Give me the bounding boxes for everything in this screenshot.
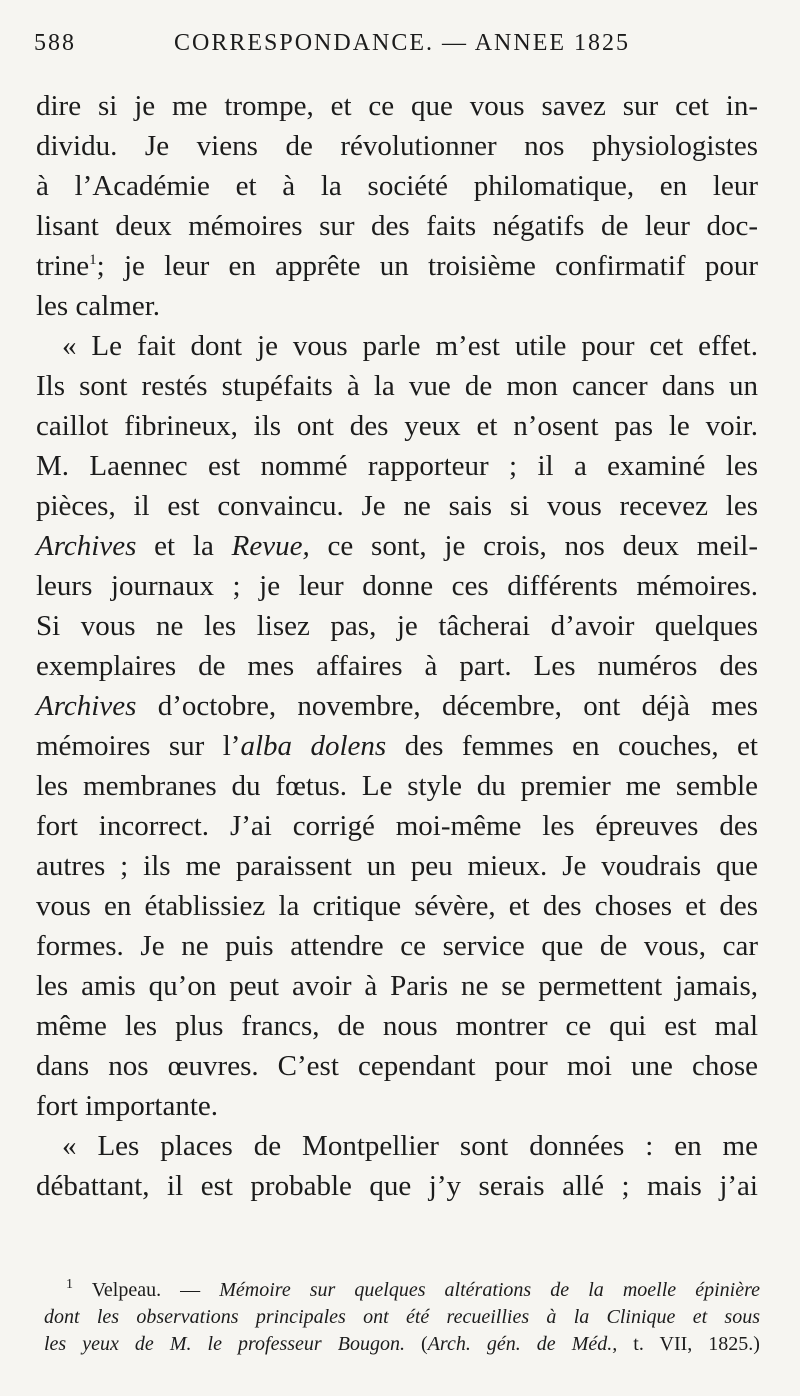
- text-line: [36, 966, 758, 1006]
- text-line: [36, 286, 758, 326]
- text-line: [36, 526, 758, 566]
- text-segment: Si vous ne les lisez pas, je tâcherai d’avoir quelques: [36, 610, 758, 642]
- text-line: [36, 206, 758, 246]
- text-segment: trine: [36, 250, 90, 282]
- text-segment: fort incorrect. J’ai corrigé moi-même les épreuves des: [36, 810, 758, 842]
- text-segment: fort importante.: [36, 1090, 219, 1122]
- text-line: [36, 1126, 758, 1166]
- text-segment: (: [404, 1333, 428, 1355]
- text-line: [36, 166, 758, 206]
- text-segment: M. Laennec est nommé rapporteur ; il a examiné les: [36, 450, 758, 482]
- footnote-marker: 1: [89, 252, 97, 268]
- text-segment: à l’Académie et à la société philomatique, en leur: [36, 170, 758, 202]
- footnote-line: [44, 1277, 760, 1304]
- page-number: 588: [34, 30, 76, 56]
- text-line: [36, 566, 758, 606]
- text-segment: Velpeau. —: [73, 1279, 220, 1301]
- italic-text: Arch. gén. de Méd.,: [427, 1333, 618, 1355]
- text-segment: des femmes en couches, et: [386, 730, 758, 762]
- text-segment: caillot fibrineux, ils ont des yeux et n’osent pas le voir.: [36, 410, 758, 442]
- page-header: [34, 30, 762, 70]
- text-segment: et la: [136, 530, 232, 562]
- text-line: [36, 646, 758, 686]
- italic-text: Archives: [36, 530, 137, 562]
- text-line: [36, 326, 758, 366]
- text-segment: dividu. Je viens de révolutionner nos physiologistes: [36, 130, 758, 162]
- text-segment: ; je leur en apprête un troisième confirmatif pour: [96, 250, 758, 282]
- text-segment: leurs journaux ; je leur donne ces différents mémoires.: [36, 570, 758, 602]
- text-line: [36, 846, 758, 886]
- text-line: [36, 246, 758, 286]
- italic-text: les yeux de M. le professeur Bougon.: [44, 1333, 405, 1355]
- text-segment: même les plus francs, de nous montrer ce qui est mal: [36, 1010, 758, 1042]
- text-segment: les calmer.: [36, 290, 161, 322]
- text-line: [36, 86, 758, 126]
- text-line: [36, 606, 758, 646]
- text-line: [36, 1046, 758, 1086]
- text-line: [36, 806, 758, 846]
- italic-text: dont les observations principales ont été recueillies à la Clinique et sous: [44, 1306, 760, 1328]
- main-text: [36, 86, 758, 1206]
- text-line: [36, 686, 758, 726]
- text-line: [36, 406, 758, 446]
- text-segment: formes. Je ne puis attendre ce service que de vous, car: [36, 930, 758, 962]
- italic-text: alba dolens: [240, 730, 387, 762]
- text-segment: mémoires sur l’: [36, 730, 241, 762]
- italic-text: Archives: [36, 690, 137, 722]
- text-segment: débattant, il est probable que j’y serais allé ; mais j’ai: [36, 1170, 758, 1202]
- text-segment: vous en établissiez la critique sévère, et des choses et des: [36, 890, 758, 922]
- footnote-marker: 1: [66, 1277, 73, 1292]
- text-line: [36, 1006, 758, 1046]
- text-line: [36, 886, 758, 926]
- text-segment: lisant deux mémoires sur des faits négatifs de leur doc-: [36, 210, 758, 242]
- text-line: [36, 366, 758, 406]
- footnote-line: [44, 1331, 760, 1358]
- text-segment: Ils sont restés stupéfaits à la vue de mon cancer dans un: [36, 370, 758, 402]
- running-title: CORRESPONDANCE. — ANNEE 1825: [174, 30, 631, 56]
- footnotes: [44, 1277, 760, 1358]
- italic-text: Mémoire sur quelques altérations de la moelle épinière: [219, 1279, 760, 1301]
- text-segment: d’octobre, novembre, décembre, ont déjà mes: [136, 690, 758, 722]
- text-segment: les membranes du fœtus. Le style du premier me semble: [36, 770, 758, 802]
- text-line: [36, 1086, 758, 1126]
- text-segment: dire si je me trompe, et ce que vous savez sur cet in-: [36, 90, 758, 122]
- text-line: [36, 926, 758, 966]
- text-line: [36, 126, 758, 166]
- text-line: [36, 486, 758, 526]
- footnote-line: [44, 1304, 760, 1331]
- text-segment: « Le fait dont je vous parle m’est utile pour cet effet.: [62, 330, 758, 362]
- text-segment: pièces, il est convaincu. Je ne sais si vous recevez les: [36, 490, 758, 522]
- text-segment: t. VII, 1825.): [617, 1333, 760, 1355]
- text-segment: autres ; ils me paraissent un peu mieux. Je voudrais que: [36, 850, 758, 882]
- text-segment: les amis qu’on peut avoir à Paris ne se permettent jamais,: [36, 970, 758, 1002]
- text-segment: ce sont, je crois, nos deux meil-: [309, 530, 758, 562]
- text-line: [36, 446, 758, 486]
- text-segment: exemplaires de mes affaires à part. Les numéros des: [36, 650, 758, 682]
- text-segment: dans nos œuvres. C’est cependant pour moi une chose: [36, 1050, 758, 1082]
- text-line: [36, 766, 758, 806]
- text-segment: « Les places de Montpellier sont données : en me: [62, 1130, 758, 1162]
- italic-text: Revue,: [231, 530, 310, 562]
- text-line: [36, 726, 758, 766]
- text-line: [36, 1166, 758, 1206]
